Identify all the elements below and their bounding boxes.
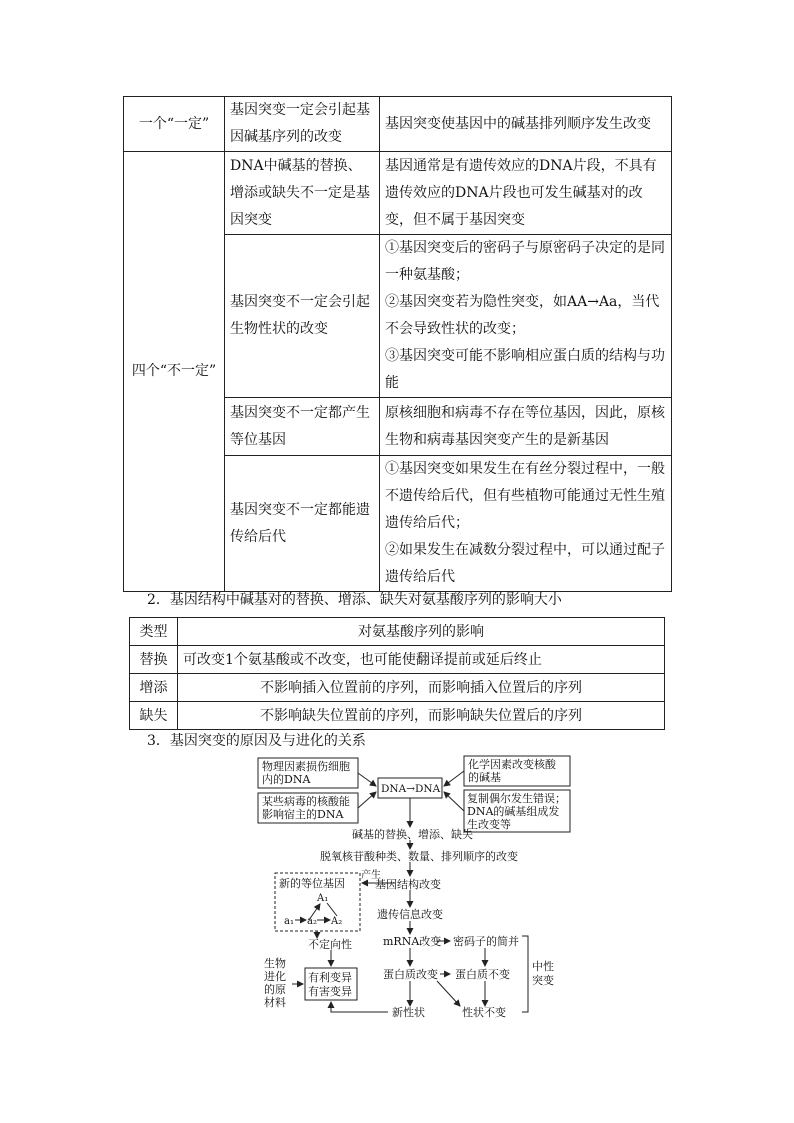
genetic-info-change-label: 遗传信息改变 — [377, 908, 443, 921]
physical-factor-line: 内的DNA — [262, 773, 311, 786]
explanation-cell: 基因突变使基因中的碱基排列顺序发生改变 — [380, 97, 672, 152]
explanation-cell: 原核细胞和病毒不存在等位基因，因此，原核生物和病毒基因突变产生的是新基因 — [380, 398, 672, 456]
explanation-cell: ①基因突变后的密码子与原密码子决定的是同一种氨基酸； ②基因突变若为隐性突变，如AA→Aa，当代不会导致性状的改变； ③基因突变可能不影响相应蛋白质的结构与功能 — [380, 235, 672, 398]
non-directional-label: 不定向性 — [308, 938, 352, 951]
chemical-factor-line: 化学因素改变核酸 — [468, 758, 556, 771]
row-effect: 不影响插入位置前的序列，而影响插入位置后的序列 — [178, 674, 665, 702]
point-cell: 基因突变一定会引起基因碱基序列的改变 — [225, 97, 380, 152]
category-one-definite: 一个“一定” — [124, 97, 225, 152]
row-type: 缺失 — [130, 702, 178, 730]
new-allele-label: 新的等位基因 — [279, 877, 345, 890]
row-type: 替换 — [130, 646, 178, 674]
header-type: 类型 — [130, 618, 178, 646]
neutral-mutation-label: 中性 — [532, 960, 554, 973]
allele-a1-upper: A₁ — [317, 893, 329, 904]
category-four-indefinite: 四个“不一定” — [124, 152, 225, 592]
protein-change-label: 蛋白质改变 — [383, 968, 438, 981]
produce-label: 产生 — [361, 870, 381, 881]
codon-degeneracy-label: 密码子的简并 — [453, 935, 519, 948]
point-cell: 基因突变不一定会引起生物性状的改变 — [225, 235, 380, 398]
section-3-title: 3．基因突变的原因及与进化的关系 — [147, 733, 366, 749]
virus-factor-line: 某些病毒的核酸能 — [262, 795, 350, 808]
section-2-title: 2．基因结构中碱基对的替换、增添、缺失对氨基酸序列的影响大小 — [147, 592, 562, 608]
replication-error-line: DNA的碱基组成发 — [467, 805, 560, 818]
point-cell: 基因突变不一定都产生等位基因 — [225, 398, 380, 456]
trait-unchanged-label: 性状不变 — [462, 1006, 506, 1019]
evolution-material-label: 进化 — [264, 970, 286, 983]
explanation-cell: 基因通常是有遗传效应的DNA片段，不具有遗传效应的DNA片段也可发生碱基对的改变，但不属于基因突变 — [380, 152, 672, 235]
gene-structure-change-label: 基因结构改变 — [375, 878, 441, 891]
row-type: 增添 — [130, 674, 178, 702]
protein-unchanged-label: 蛋白质不变 — [455, 968, 510, 981]
point-cell: DNA中碱基的替换、增添或缺失不一定是基因突变 — [225, 152, 380, 235]
harmful-variation-label: 有害变异 — [308, 985, 352, 998]
new-trait-label: 新性状 — [392, 1006, 425, 1019]
nucleotide-change-label: 脱氧核苷酸种类、数量、排列顺序的改变 — [320, 850, 518, 863]
header-effect: 对氨基酸序列的影响 — [178, 618, 665, 646]
virus-factor-line: 影响宿主的DNA — [262, 808, 344, 821]
dna-replication-box: DNA→DNA — [381, 783, 441, 795]
allele-a2-upper: A₂ — [331, 916, 343, 927]
evolution-material-label: 生物 — [264, 957, 286, 970]
allele-a2-lower: a₂ — [307, 916, 317, 927]
mrna-change-label: mRNA改变 — [383, 935, 442, 948]
evolution-material-label: 的原 — [264, 983, 286, 996]
neutral-mutation-label: 突变 — [532, 974, 554, 987]
row-effect: 不影响缺失位置前的序列，而影响缺失位置后的序列 — [178, 702, 665, 730]
beneficial-variation-label: 有利变异 — [308, 971, 352, 984]
evolution-material-label: 材料 — [264, 996, 286, 1009]
replication-error-line: 生改变等 — [467, 818, 511, 831]
chemical-factor-line: 的碱基 — [468, 771, 501, 784]
point-cell: 基因突变不一定都能遗传给后代 — [225, 456, 380, 592]
physical-factor-line: 物理因素损伤细胞 — [262, 760, 350, 773]
base-change-label: 碱基的替换、增添、缺失 — [352, 828, 473, 841]
replication-error-line: 复制偶尔发生错误； — [467, 792, 566, 805]
row-effect: 可改变1个氨基酸或不改变，也可能使翻译提前或延后终止 — [178, 646, 665, 674]
explanation-cell: ①基因突变如果发生在有丝分裂过程中，一般不遗传给后代，但有些植物可能通过无性生殖遗传给后代； ②如果发生在减数分裂过程中，可以通过配子遗传给后代 — [380, 456, 672, 592]
allele-a1-lower: a₁ — [284, 916, 294, 927]
